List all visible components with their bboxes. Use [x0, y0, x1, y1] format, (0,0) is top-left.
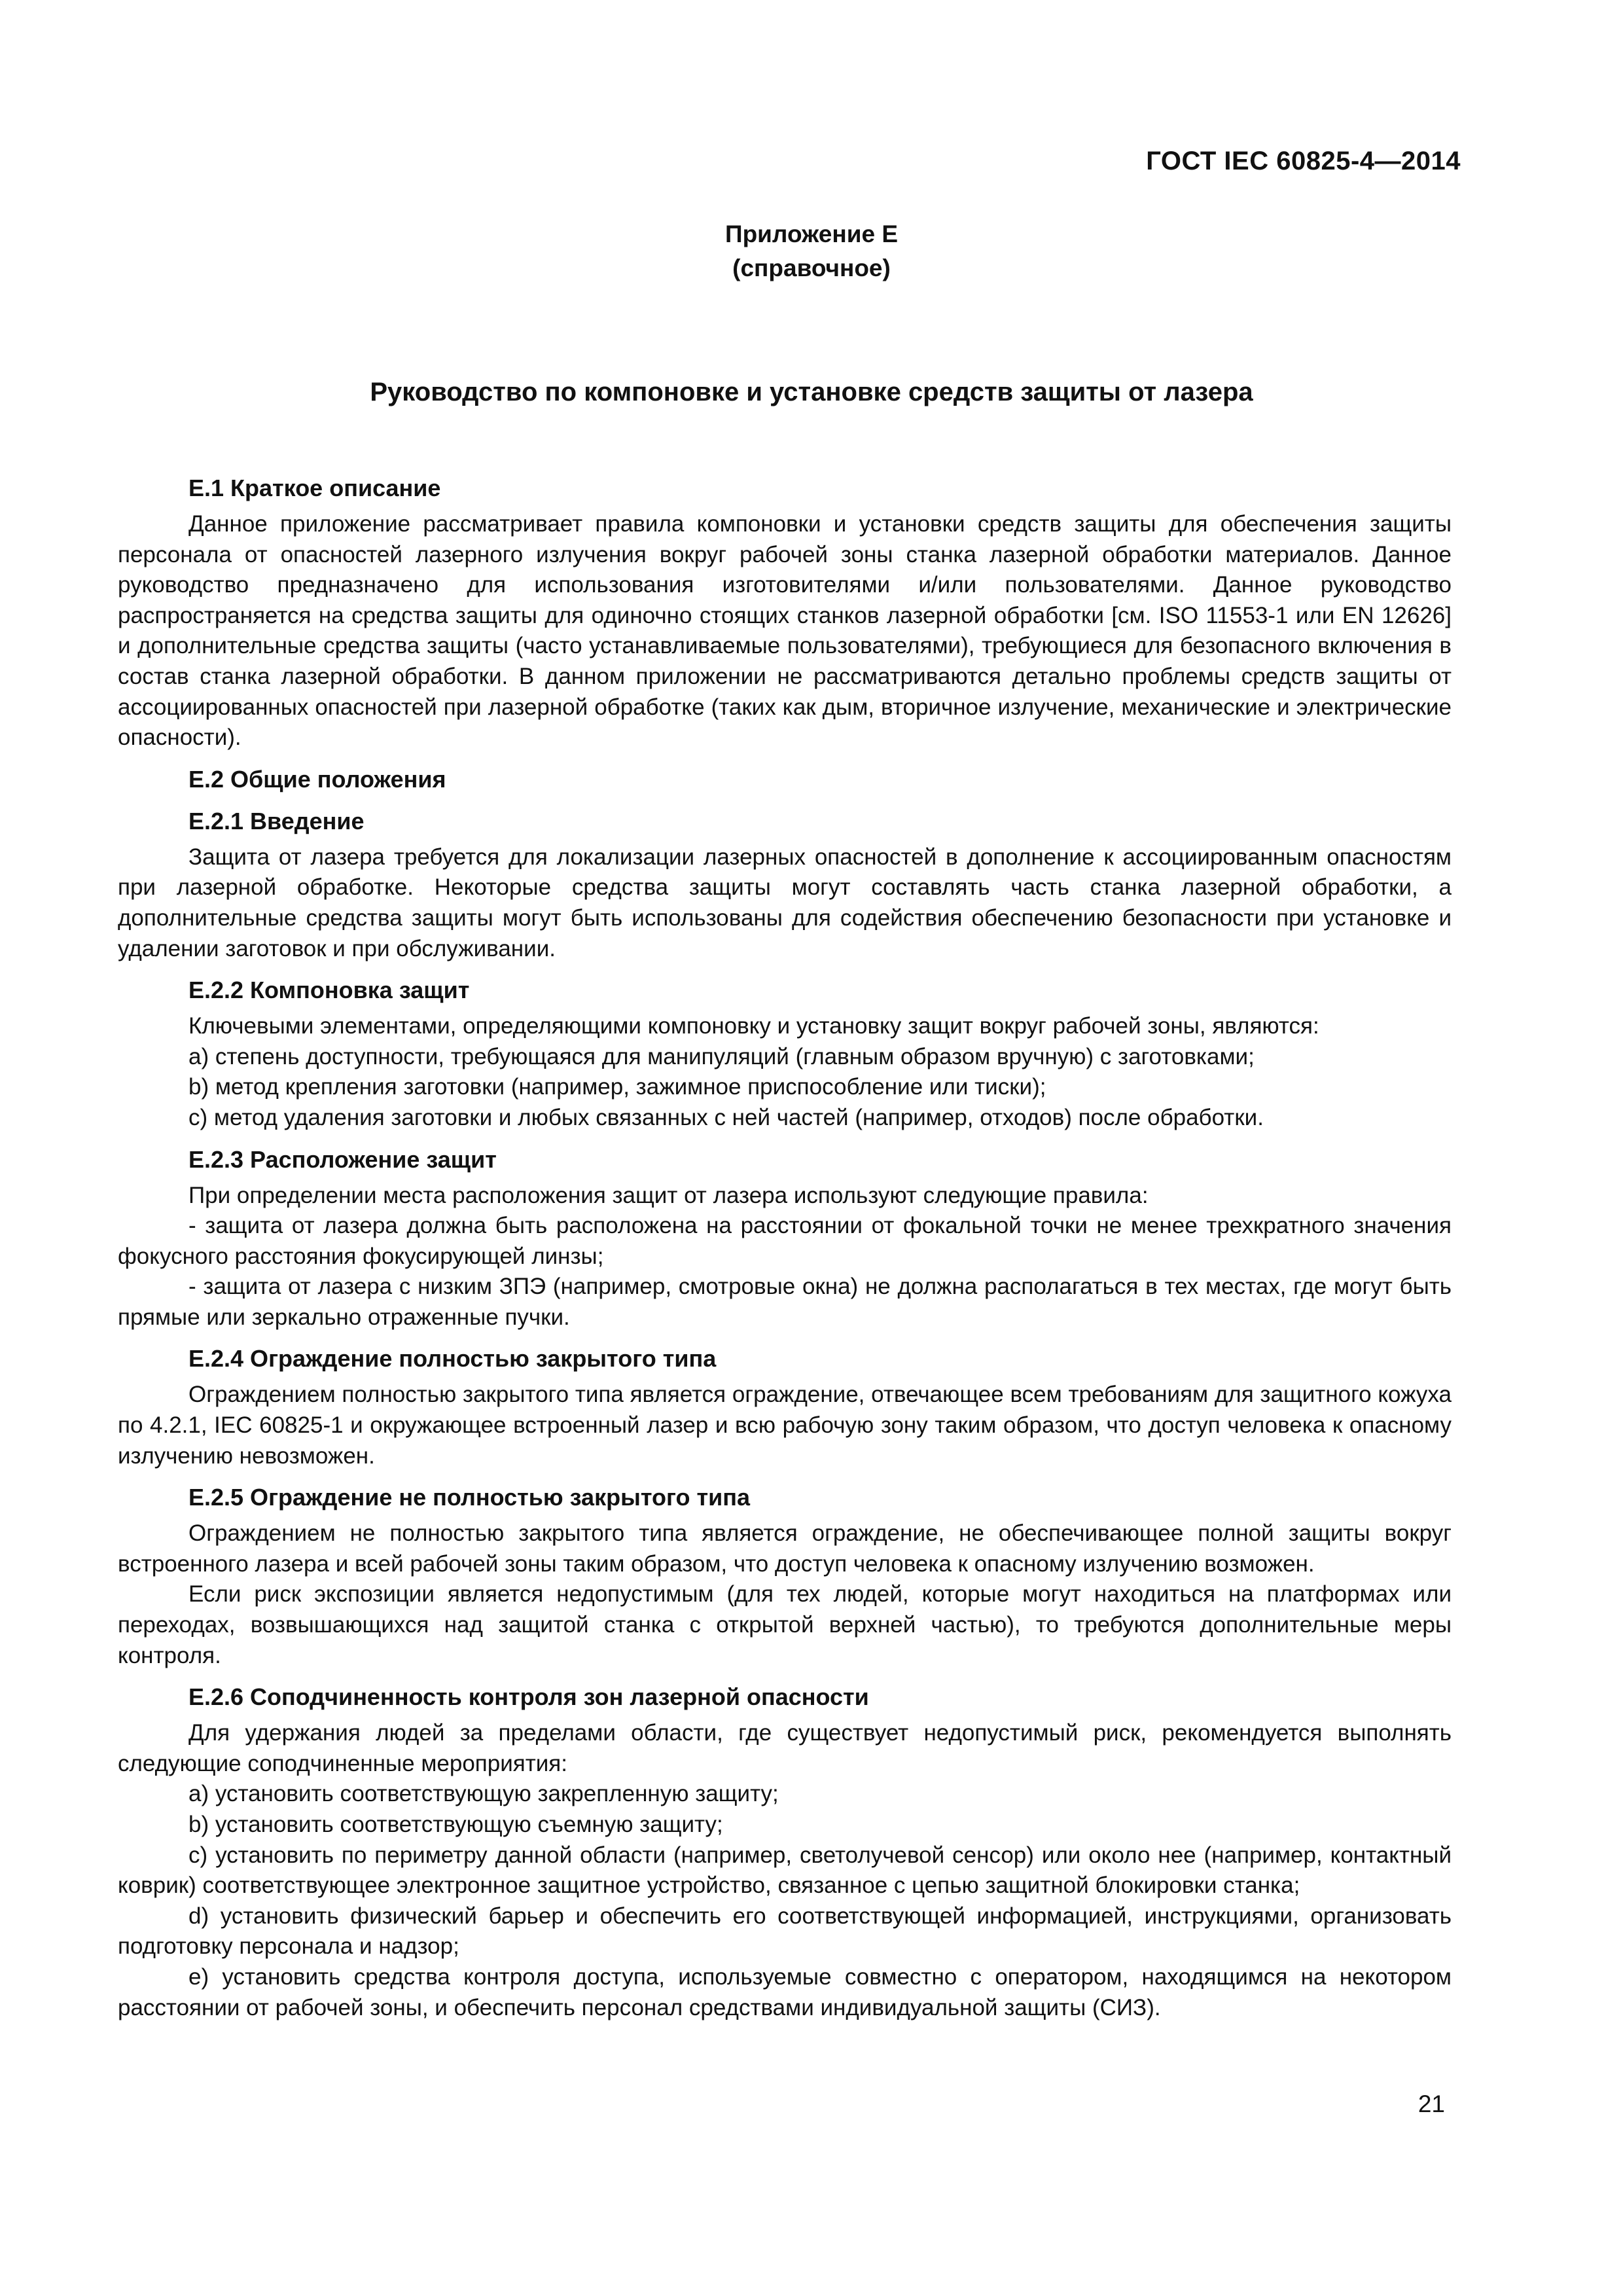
section-intro: При определении места расположения защит от лазера используют следующие правила: [188, 1182, 1149, 1208]
list-item: e) установить средства контроля доступа, используемые совместно с оператором, находящимся на некотором расстоянии от рабочей зоны, и обеспечить персонал средствами индивидуальной защиты (СИЗ). [118, 1964, 1452, 2020]
section-heading-e25: Е.2.5 Ограждение не полностью закрытого типа [188, 1484, 751, 1511]
section-heading-e24: Е.2.4 Ограждение полностью закрытого типа [188, 1345, 717, 1372]
list-item: a) установить соответствующую закрепленную защиту; [188, 1781, 779, 1807]
section-paragraph: Если риск экспозиции является недопустимым (для тех людей, которые могут находиться на платформах или переходах, возвышающихся над защитой станка с открытой верхней частью), то требуются дополнительные меры контроля. [118, 1581, 1452, 1668]
document-title: Руководство по компоновке и установке средств защиты от лазера [370, 378, 1253, 406]
section-heading-e22: Е.2.2 Компоновка защит [188, 977, 470, 1004]
list-item: c) метод удаления заготовки и любых связанных с ней частей (например, отходов) после обработки. [188, 1104, 1264, 1130]
document-body [118, 473, 1452, 2023]
list-item: d) установить физический барьер и обеспечить его соответствующей информацией, инструкциями, организовать подготовку персонала и надзор; [118, 1903, 1452, 1960]
section-heading-e1: Е.1 Краткое описание [188, 475, 441, 501]
annex-title: Приложение Е [724, 221, 899, 247]
list-item: c) установить по периметру данной области (например, светолучевой сенсор) или около нее (например, контактный коврик) соответствующее электронное защитное устройство, связанное с цепью защитной блокировки станка; [118, 1842, 1452, 1899]
section-paragraph: Ограждением полностью закрытого типа является ограждение, отвечающее всем требованиям для защитного кожуха по 4.2.1, IEC 60825-1 и окружающее встроенный лазер и всю рабочую зону таким образом, что доступ человека к опасному излучению невозможен. [118, 1382, 1452, 1469]
section-intro: Ключевыми элементами, определяющими компоновку и установку защит вокруг рабочей зоны, являются: [188, 1013, 1319, 1039]
list-item: a) степень доступности, требующаяся для манипуляций (главным образом вручную) с заготовками; [188, 1043, 1255, 1069]
section-paragraph: Защита от лазера требуется для локализации лазерных опасностей в дополнение к ассоциированным опасностям при лазерной обработке. Некоторые средства защиты могут составлять часть станка лазерной обработки, а дополнительные средства защиты могут быть использованы для содействия обеспечению безопасности при установке и удалении заготовок и при обслуживании. [118, 844, 1452, 961]
list-item: b) метод крепления заготовки (например, зажимное приспособление или тиски); [188, 1074, 1046, 1100]
annex-type: (справочное) [732, 255, 891, 281]
section-paragraph: Ограждением не полностью закрытого типа является ограждение, не обеспечивающее полной защиты вокруг встроенного лазера и всей рабочей зоны таким образом, что доступ человека к опасному излучению возможен. [118, 1520, 1452, 1577]
list-item: - защита от лазера должна быть расположена на расстоянии от фокальной точки не менее трехкратного значения фокусного расстояния фокусирующей линзы; [118, 1213, 1452, 1269]
section-heading-e21: Е.2.1 Введение [188, 807, 365, 834]
section-heading-e2: Е.2 Общие положения [188, 765, 446, 793]
list-item: b) установить соответствующую съемную защиту; [188, 1812, 723, 1837]
section-intro: Для удержания людей за пределами области, где существует недопустимый риск, рекомендуется выполнять следующие соподчиненные мероприятия: [118, 1720, 1452, 1776]
section-heading-e23: Е.2.3 Расположение защит [188, 1145, 497, 1173]
document-code: ГОСТ IEC 60825-4—2014 [1146, 147, 1461, 175]
page-number: 21 [1418, 2090, 1445, 2117]
list-item: - защита от лазера с низким ЗПЭ (например, смотровые окна) не должна располагаться в тех местах, где могут быть прямые или зеркально отраженные пучки. [118, 1274, 1452, 1330]
section-paragraph: Данное приложение рассматривает правила компоновки и установки средств защиты для обеспечения защиты персонала от опасностей лазерного излучения вокруг рабочей зоны станка лазерной обработки материалов. Данное руководство предназначено для использования изготовителями и/или пользователями. Данное руководство распространяется на средства защиты для одиночно стоящих станков лазерной обработки [см. ISO 11553-1 или EN 12626] и дополнительные средства защиты (часто устанавливаемые пользователями), требующиеся для безопасного включения в состав станка лазерной обработки. В данном приложении не рассматриваются детально проблемы средств защиты от ассоциированных опасностей при лазерной обработке (таких как дым, вторичное излучение, механические и электрические опасности). [118, 511, 1452, 751]
section-heading-e26: Е.2.6 Соподчиненность контроля зон лазерной опасности [188, 1683, 869, 1711]
